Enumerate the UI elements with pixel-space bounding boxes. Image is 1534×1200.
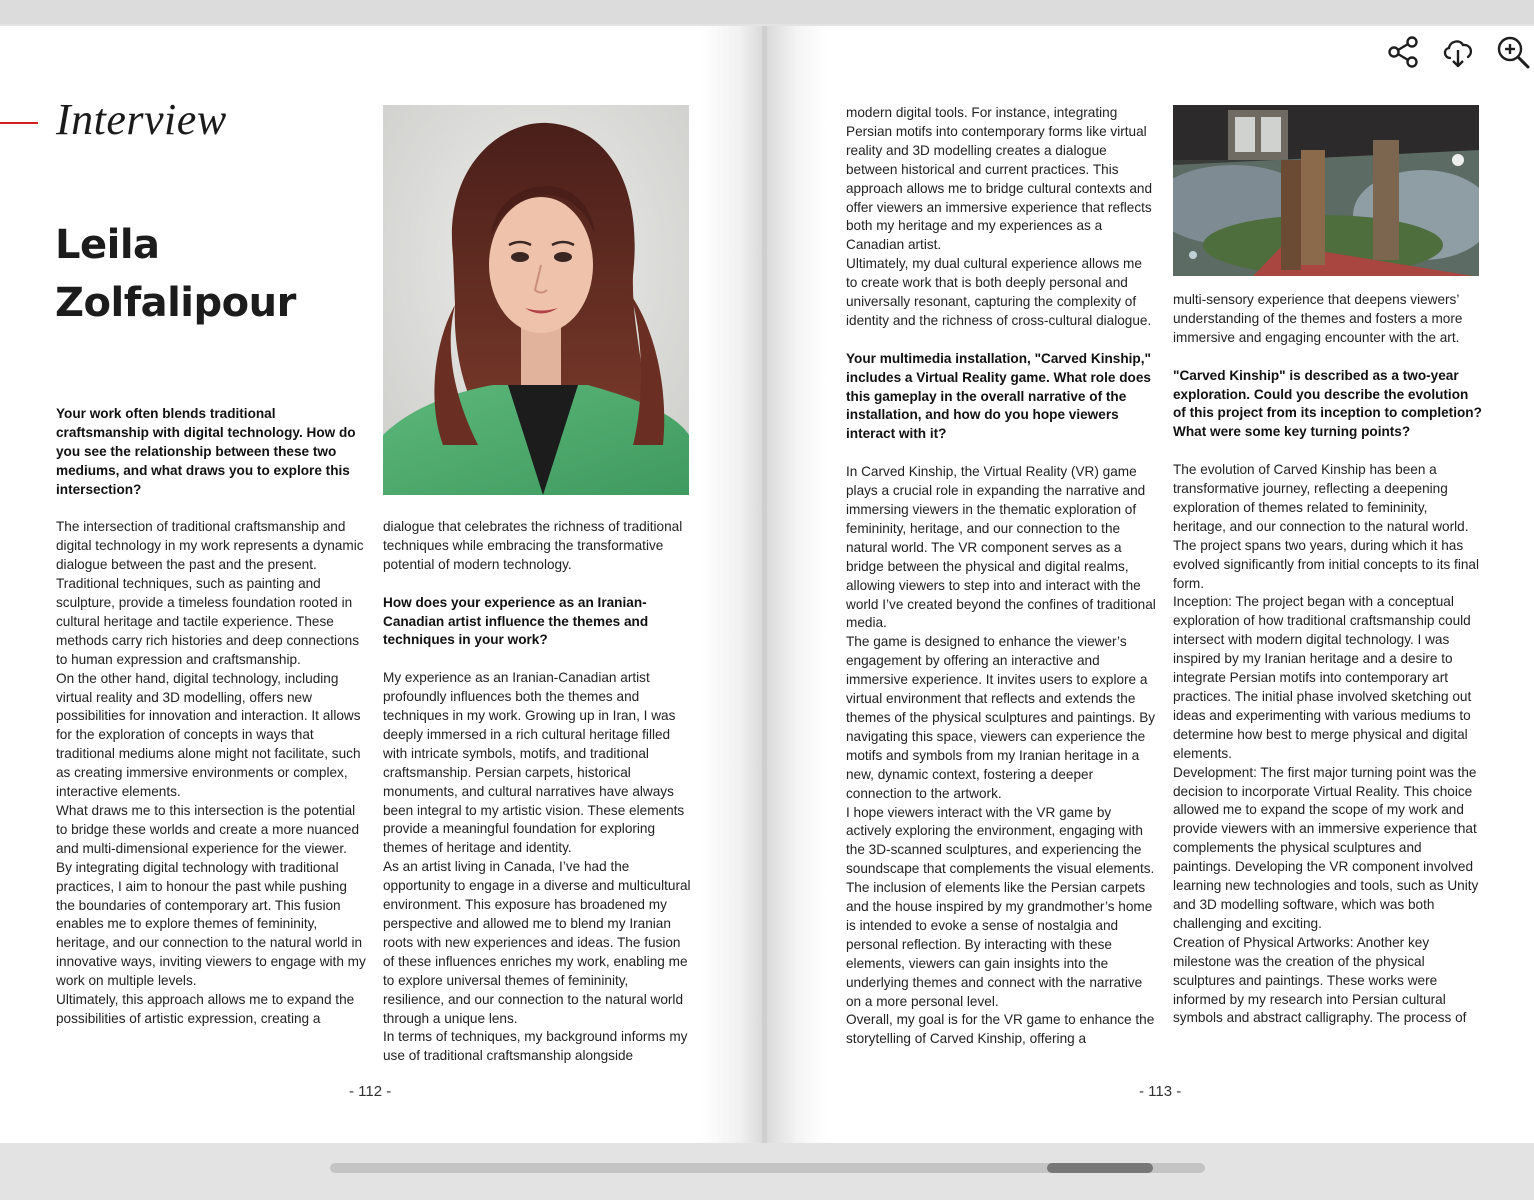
question-4: "Carved Kinship" is described as a two-year exploration. Could you describe the evolution of this project from its inception to completion? What were some key turning points? <box>1173 367 1482 440</box>
paragraph: The intersection of traditional craftsmanship and digital technology in my work represents a dynamic dialogue between the past and the present. Traditional techniques, such as painting and sculpture, provide a timeless foundation rooted in cultural heritage and tactile experience. These methods carry rich histories and deep connections to human expression and craftsmanship. <box>56 519 364 667</box>
paragraph: multi-sensory experience that deepens viewers’ understanding of the themes and fosters a more immersive and engaging encounter with the art. <box>1173 292 1463 345</box>
viewer-top-bar <box>0 0 1534 24</box>
share-button[interactable] <box>1385 34 1421 70</box>
page-112 <box>0 26 764 1143</box>
viewer-toolbar <box>1367 26 1534 76</box>
paragraph: As an artist living in Canada, I’ve had the opportunity to engage in a diverse and multicultural environment. This exposure has broadened my perspective and allowed me to blend my Iranian roots with new experiences and ideas. The fusion of these influences enriches my work, enabling me to explore universal themes of femininity, resilience, and our connection to the natural world through a unique lens. <box>383 859 691 1026</box>
paragraph: heritage, and our connection to the natural world in innovative ways, inviting viewers to engage with my work on multiple levels. <box>56 935 366 989</box>
page-113 <box>767 26 1534 1143</box>
paragraph: The evolution of Carved Kinship has been a transformative journey, reflecting a deepening exploration of themes related to femininity, heritage, and our connection to the natural world. The project spans two years, during which it has evolved significantly from initial concepts to its final form. <box>1173 462 1479 591</box>
paragraph: dialogue that celebrates the richness of traditional techniques while embracing the transformative potential of modern technology. <box>383 519 683 572</box>
name-line-1: Leila <box>55 222 160 268</box>
section-accent-rule <box>0 122 38 124</box>
portrait-photo <box>383 105 689 495</box>
page-number-left: - 112 - <box>349 1083 392 1100</box>
paragraph: Ultimately, my dual cultural experience allows me to create work that is both deeply personal and universally resonant, capturing the complexity of identity and the richness of cross-cultural dialogue. <box>846 256 1152 328</box>
paragraph: In Carved Kinship, the Virtual Reality (VR) game plays a crucial role in expanding the narrative and immersing viewers in the thematic exploration of femininity, heritage, and our connection to the natural world. The VR component serves as a bridge between the physical and digital realms, allowing viewers to step into and interact with the world I’ve created beyond the confines of traditional media. <box>846 464 1156 631</box>
question-3: Your multimedia installation, "Carved Kinship," includes a Virtual Reality game. What role does this gameplay in the overall narrative of the installation, and how do you hope viewers interact with it? <box>846 350 1151 442</box>
section-label: Interview <box>56 95 227 144</box>
share-icon <box>1385 34 1421 70</box>
paragraph: Overall, my goal is for the VR game to enhance the storytelling of Carved Kinship, offering a <box>846 1012 1155 1047</box>
paragraph: Ultimately, this approach allows me to expand the possibilities of artistic expression, creating a <box>56 992 355 1026</box>
paragraph: Inception: The project began with a conceptual exploration of how traditional craftsmanship could intersect with modern digital technology. I was inspired by my Iranian heritage and a desire to integrate Persian motifs into contemporary art practices. The initial phase involved sketching out ideas and experimenting with various mediums to determine how best to merge physical and digital elements. <box>1173 594 1472 761</box>
right-column-2 <box>1173 291 1483 1028</box>
artwork-photo <box>1173 105 1479 276</box>
left-column-1 <box>56 405 366 1029</box>
left-column-2 <box>383 518 693 1066</box>
page-number-right: - 113 - <box>1139 1083 1182 1100</box>
paragraph: The game is designed to enhance the viewer’s engagement by offering an interactive and immersive experience. It invites users to explore a virtual environment that reflects and extends the themes of the physical sculptures and paintings. By navigating this space, viewers can experience the motifs and symbols from my Iranian heritage in a new, dynamic context, fostering a deeper connection to the artwork. <box>846 634 1156 801</box>
name-line-2: Zolfalipour <box>55 280 296 326</box>
paragraph: What draws me to this intersection is the potential to bridge these worlds and create a more nuanced and multi-dimensional experience for the viewer. By integrating digital technology with traditional practices, I aim to honour the past while pushing the boundaries of contemporary art. This fusion enables me to explore themes of femininity, <box>56 803 360 932</box>
cloud-download-icon <box>1440 34 1476 70</box>
zoom-in-button[interactable] <box>1495 34 1531 70</box>
interviewee-name <box>55 216 296 332</box>
zoom-in-icon <box>1495 34 1531 70</box>
paragraph: Creation of Physical Artworks: Another key milestone was the creation of the physical sculptures and paintings. These works were informed by my research into Persian cultural symbols and abstract calligraphy. The process of <box>1173 934 1467 1026</box>
question-1: Your work often blends traditional craftsmanship with digital technology. How do you see the relationship between these two mediums, and what draws you to explore this intersection? <box>56 406 356 497</box>
paragraph: On the other hand, digital technology, including virtual reality and 3D modelling, offers new possibilities for innovation and interaction. It allows for the exploration of concepts in ways that traditional mediums alone might not facilitate, such as creating immersive environments or complex, interactive elements. <box>56 670 361 800</box>
right-column-1 <box>846 104 1156 1049</box>
page-scroll-thumb[interactable] <box>1047 1163 1153 1173</box>
question-2: How does your experience as an Iranian-Canadian artist influence the themes and techniques in your work? <box>383 594 649 648</box>
paragraph: Development: The first major turning point was the decision to incorporate Virtual Reality. This choice allowed me to expand the scope of my work and provide viewers with an immersive experience that complements the physical sculptures and paintings. Developing the VR component involved learning new technologies and tools, such as Unity and 3D modelling software, which was both challenging and exciting. <box>1173 764 1479 931</box>
paragraph: modern digital tools. For instance, integrating Persian motifs into contemporary forms like virtual reality and 3D modelling creates a dialogue between historical and current practices. This approach allows me to bridge cultural contexts and offer viewers an immersive experience that reflects both my heritage and my experiences as a Canadian artist. <box>846 105 1153 253</box>
paragraph: My experience as an Iranian-Canadian artist profoundly influences both the themes and techniques in my work. Growing up in Iran, I was deeply immersed in a rich cultural heritage filled with intricate symbols, motifs, and traditional craftsmanship. Persian carpets, historical monuments, and cultural narratives have always been integral to my artistic vision. These elements provide a meaningful foundation for exploring themes of heritage and identity. <box>383 670 685 856</box>
paragraph: I hope viewers interact with the VR game by actively exploring the environment, engaging with the 3D-scanned sculptures, and experiencing the soundscape that complements the visual elements. The inclusion of elements like the Persian carpets and the house inspired by my grandmother’s home is intended to evoke a sense of nostalgia and personal reflection. By interacting with these elements, viewers can gain insights into the underlying themes and connect with the narrative on a more personal level. <box>846 804 1155 1009</box>
paragraph: In terms of techniques, my background informs my use of traditional craftsmanship alongside <box>383 1029 688 1064</box>
download-button[interactable] <box>1440 34 1476 70</box>
